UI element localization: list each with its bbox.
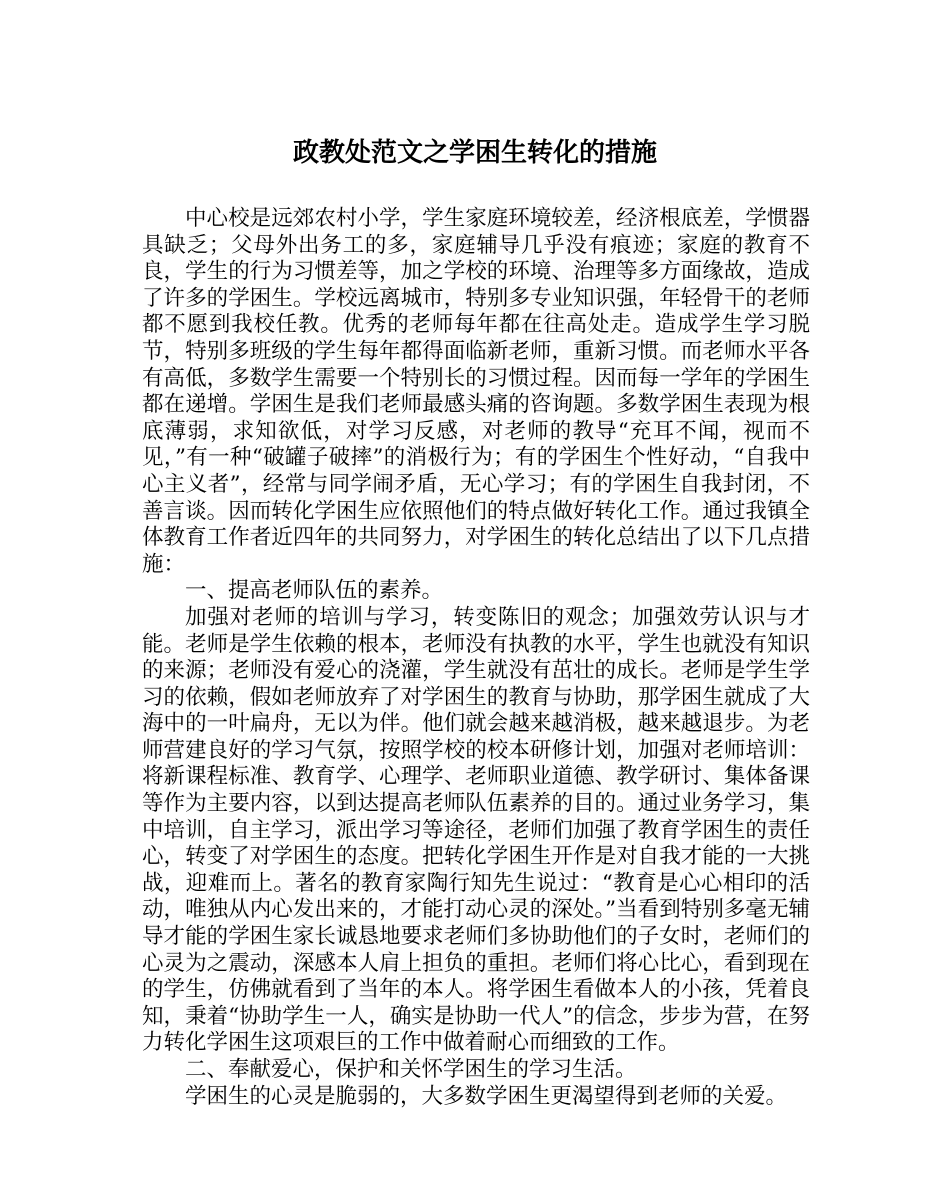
section-heading-2: 二、奉献爱心，保护和关怀学困生的学习生活。 xyxy=(185,1057,637,1082)
paragraph-section-1: 加强对老师的培训与学习，转变陈旧的观念；加强效劳认识与才能。老师是学生依赖的根本，老师没有执教的水平，学生也就没有知识的来源；老师没有爱心的浇灌，学生就没有茁壮的成长。老师是学生学习的依赖，假如老师放弃了对学困生的教育与协助，那学困生就成了大海中的一叶扁舟，无以为伴。他们就会越来越消极，越来越退步。为老师营建良好的学习气氛，按照学校的校本研修计划，加强对老师培训：将新课程标准、教育学、心理学、老师职业道德、教学研讨、集体备课等作为主要内容，以到达提高老师队伍素养的目的。通过业务学习，集中培训，自主学习，派出学习等途径，老师们加强了教育学困生的责任心，转变了对学困生的态度。把转化学困生开作是对自我才能的一大挑战，迎难而上。著名的教育家陶行知先生说过：“教育是心心相印的活动，唯独从内心发出来的，才能打动心灵的深处。”当看到特别多毫无辅导才能的学困生家长诚恳地要求老师们多协助他们的子女时，老师们的心灵为之震动，深感本人肩上担负的重担。老师们将心比心，看到现在的学生，仿佛就看到了当年的本人。将学困生看做本人的小孩，凭着良知，秉着“协助学生一人，确实是协助一代人”的信念，步步为营，在努力转化学困生这项艰巨的工作中做着耐心而细致的工作。 xyxy=(142,604,810,1056)
document-body xyxy=(142,206,810,1110)
paragraph-section-2: 学困生的心灵是脆弱的，大多数学困生更渴望得到老师的关爱。 xyxy=(185,1083,788,1109)
document-title: 政教处范文之学困生转化的措施 xyxy=(292,138,657,168)
section-heading-1: 一、提高老师队伍的素养。 xyxy=(185,578,444,604)
paragraph-intro: 中心校是远郊农村小学，学生家庭环境较差，经济根底差，学惯器具缺乏；父母外出务工的多，家庭辅导几乎没有痕迹；家庭的教育不良，学生的行为习惯差等，加之学校的环境、治理等多方面缘故，造成了许多的学困生。学校远离城市，特别多专业知识强，年轻骨干的老师都不愿到我校任教。优秀的老师每年都在往高处走。造成学生学习脱节，特别多班级的学生每年都得面临新老师，重新习惯。而老师水平各有高低，多数学生需要一个特别长的习惯过程。因而每一学年的学困生都在递增。学困生是我们老师最感头痛的咨询题。多数学困生表现为根底薄弱，求知欲低，对学习反感，对老师的教导“充耳不闻，视而不见，”有一种“破罐子破摔”的消极行为；有的学困生个性好动，“自我中心主义者”，经常与同学闹矛盾，无心学习；有的学困生自我封闭，不善言谈。因而转化学困生应依照他们的特点做好转化工作。通过我镇全体教育工作者近四年的共同努力，对学困生的转化总结出了以下几点措施： xyxy=(142,206,810,577)
